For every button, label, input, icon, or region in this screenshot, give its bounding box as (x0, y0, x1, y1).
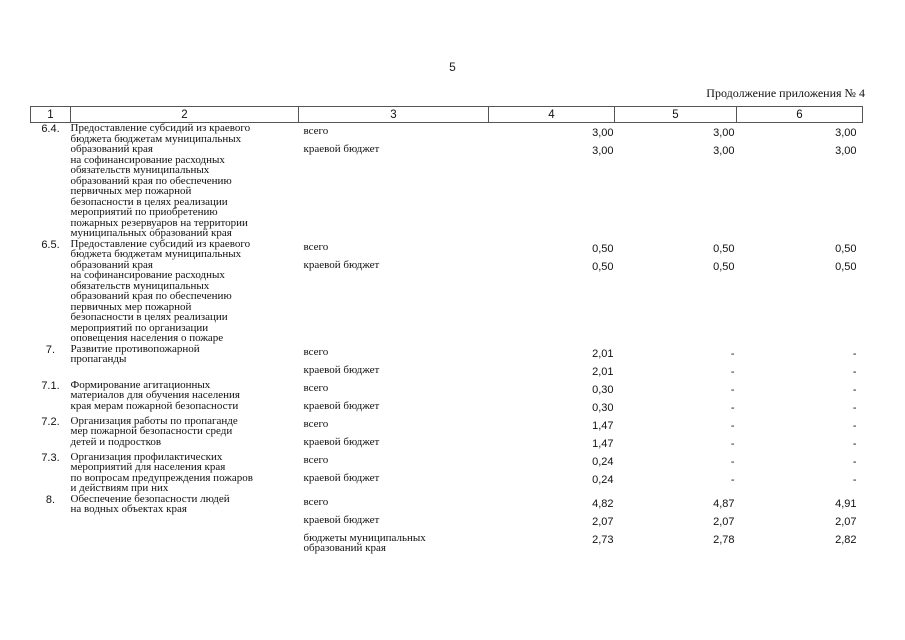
value-col-5: 4,87 (713, 497, 735, 510)
page-number: 5 (449, 60, 456, 74)
funding-cell (299, 344, 863, 380)
value-col-4: 0,24 (592, 455, 614, 468)
value-col-5: - (730, 419, 735, 432)
funding-source: краевой бюджет (303, 471, 380, 484)
value-col-6: 2,07 (835, 515, 857, 528)
measure-name: Предоставление субсидий из краевого бюджета бюджетам муниципальных образований края на софинансирование расходных обязательств муниципальных образований края по обеспечению первичных мер пожарной безопасности в целях реализации мероприятий по приобретению пожарных резервуаров на территории муниципальных образований края (70, 122, 251, 239)
row-number: 7. (45, 343, 56, 356)
value-col-6: - (852, 383, 857, 396)
row-number: 7.1. (41, 379, 60, 392)
row-number: 7.2. (41, 415, 60, 428)
funding-source: всего (303, 125, 329, 137)
table-row (31, 344, 863, 380)
funding-source: краевой бюджет (303, 435, 380, 448)
program-table (30, 106, 863, 558)
table-row (31, 416, 863, 452)
funding-source: всего (303, 495, 329, 508)
value-col-5: - (730, 401, 735, 414)
value-col-4: 2,01 (592, 365, 614, 378)
value-col-4: 2,01 (592, 347, 614, 360)
value-col-4: 2,07 (592, 515, 614, 528)
funding-source: всего (303, 453, 329, 466)
value-col-4: 0,24 (592, 473, 614, 486)
value-col-4: 0,50 (592, 242, 614, 255)
value-col-6: - (852, 473, 857, 486)
header-col-3: 3 (299, 107, 489, 123)
value-col-6: - (852, 419, 857, 432)
funding-line (299, 530, 863, 558)
value-col-6: - (852, 455, 857, 468)
measure-name: Предоставление субсидий из краевого бюджета бюджетам муниципальных образований края на софинансирование расходных обязательств муниципальных образований края по обеспечению первичных мер пожарной безопасности в целях реализации мероприятий по организации оповещения населения о пожаре (70, 237, 251, 344)
funding-line (299, 434, 863, 452)
value-col-5: - (730, 455, 735, 468)
funding-line (299, 344, 863, 362)
funding-line (299, 452, 863, 470)
header-col-4: 4 (489, 107, 615, 123)
funding-cell (299, 123, 863, 239)
funding-source: краевой бюджет (303, 513, 380, 526)
value-col-5: - (730, 437, 735, 450)
header-col-6: 6 (737, 107, 863, 123)
funding-line (299, 470, 863, 488)
value-col-4: 0,30 (592, 401, 614, 414)
table-row (31, 380, 863, 416)
value-col-6: 2,82 (835, 533, 857, 546)
funding-line (299, 239, 863, 257)
row-number: 8. (45, 493, 56, 506)
value-col-4: 3,00 (592, 127, 614, 139)
funding-line (299, 416, 863, 434)
value-col-6: 4,91 (835, 497, 857, 510)
funding-line (299, 380, 863, 398)
measure-name: Развитие противопожарной пропаганды (70, 342, 200, 365)
value-col-6: - (852, 347, 857, 360)
funding-line (299, 494, 863, 512)
value-col-6: 3,00 (835, 127, 857, 139)
value-col-5: - (730, 473, 735, 486)
funding-source: всего (303, 381, 329, 394)
value-col-6: 0,50 (835, 260, 857, 273)
funding-cell (299, 239, 863, 344)
measure-name: Организация профилактических мероприятий для населения края по вопросам предупреждения пожаров и действиям при них (70, 450, 253, 494)
funding-source: краевой бюджет (303, 399, 380, 412)
measure-name: Обеспечение безопасности людей на водных объектах края (70, 492, 230, 515)
value-col-4: 0,50 (592, 260, 614, 273)
value-col-4: 0,30 (592, 383, 614, 396)
funding-line (299, 512, 863, 530)
row-number: 6.5. (41, 238, 60, 251)
value-col-6: - (852, 365, 857, 378)
value-col-4: 4,82 (592, 497, 614, 510)
funding-cell (299, 494, 863, 558)
value-col-5: 3,00 (713, 145, 735, 157)
table-row (31, 123, 863, 239)
funding-cell (299, 452, 863, 494)
continuation-caption: Продолжение приложения № 4 (706, 86, 865, 100)
row-number: 6.4. (41, 123, 60, 135)
funding-source: всего (303, 417, 329, 430)
value-col-5: 0,50 (713, 242, 735, 255)
value-col-5: - (730, 347, 735, 360)
value-col-6: - (852, 437, 857, 450)
funding-line (299, 123, 863, 141)
value-col-5: 0,50 (713, 260, 735, 273)
value-col-6: - (852, 401, 857, 414)
funding-source: всего (303, 345, 329, 358)
funding-source: всего (303, 240, 329, 253)
header-col-5: 5 (615, 107, 737, 123)
value-col-4: 1,47 (592, 437, 614, 450)
row-number: 7.3. (41, 451, 60, 464)
funding-source: краевой бюджет (303, 258, 380, 271)
value-col-5: 2,07 (713, 515, 735, 528)
funding-cell (299, 416, 863, 452)
value-col-5: 2,78 (713, 533, 735, 546)
header-col-2: 2 (71, 107, 299, 123)
value-col-5: - (730, 383, 735, 396)
funding-source: краевой бюджет (303, 363, 380, 376)
funding-source: бюджеты муниципальных образований края (303, 531, 426, 554)
value-col-5: 3,00 (713, 127, 735, 139)
value-col-6: 3,00 (835, 145, 857, 157)
value-col-5: - (730, 365, 735, 378)
value-col-6: 0,50 (835, 242, 857, 255)
header-row (31, 107, 863, 123)
funding-line (299, 398, 863, 416)
value-col-4: 1,47 (592, 419, 614, 432)
table-row (31, 239, 863, 344)
table-row (31, 494, 863, 558)
table-row (31, 452, 863, 494)
measure-name: Формирование агитационных материалов для обучения населения края мерам пожарной безопасности (70, 378, 240, 412)
funding-cell (299, 380, 863, 416)
header-col-1: 1 (31, 107, 71, 123)
measure-name: Организация работы по пропаганде мер пожарной безопасности среди детей и подростков (70, 414, 238, 448)
funding-line (299, 362, 863, 380)
value-col-4: 2,73 (592, 533, 614, 546)
funding-source: краевой бюджет (303, 143, 380, 155)
funding-line (299, 141, 863, 159)
funding-line (299, 257, 863, 275)
value-col-4: 3,00 (592, 145, 614, 157)
